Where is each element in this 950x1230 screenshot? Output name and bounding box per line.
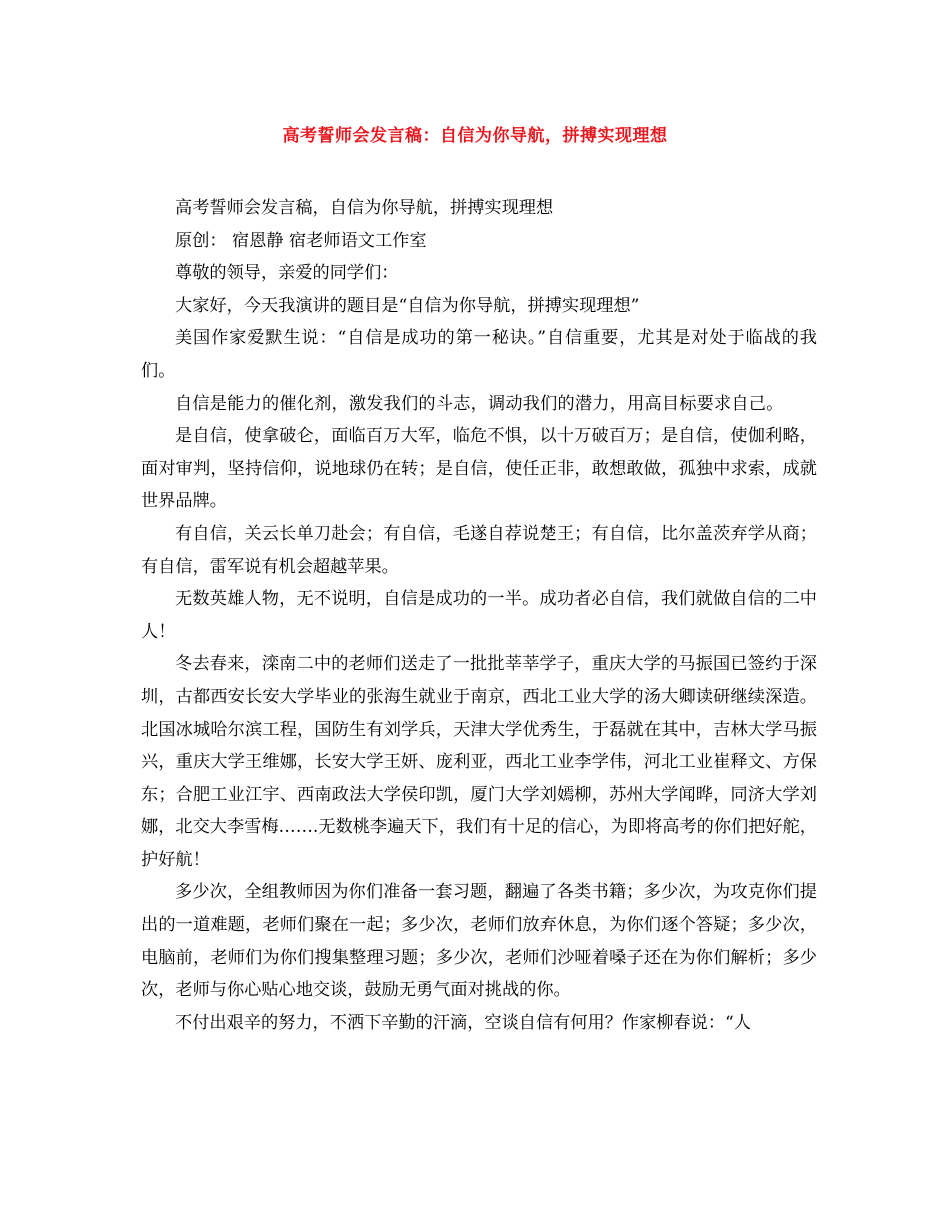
paragraph-confidence-catalyst: 自信是能力的催化剂，激发我们的斗志，调动我们的潜力，用高目标要求自己。 bbox=[175, 393, 784, 414]
paragraph-teachers: 多少次，全组教师因为你们准备一套习题，翻遍了各类书籍；多少次，为攻克你们提出的一道难题，老师们聚在一起；多少次，老师们放弃休息，为你们逐个答疑；多少次，电脑前，老师们为你们搜集整理习题；多少次，老师们沙哑着嗓子还在为你们解析；多少次，老师与你心贴心地交谈，鼓励无勇气面对挑战的你。 bbox=[141, 882, 817, 1001]
paragraph-confidence-examples: 是自信，使拿破仑，面临百万大军，临危不惧，以十万破百万；是自信，使伽利略，面对审判，坚持信仰，说地球仍在转；是自信，使任正非，敢想敢做，孤独中求索，成就世界品牌。 bbox=[141, 426, 817, 512]
paragraph-effort: 不付出艰辛的努力，不洒下辛勤的汗滴，空谈自信有何用？作家柳春说：“人 bbox=[175, 1012, 751, 1033]
document-body bbox=[141, 192, 817, 1039]
paragraph-subtitle: 高考誓师会发言稿，自信为你导航，拼搏实现理想 bbox=[175, 198, 554, 218]
paragraph-emerson-quote: 美国作家爱默生说：“自信是成功的第一秘诀。”自信重要，尤其是对处于临战的我们。 bbox=[141, 328, 817, 381]
paragraph-with-confidence: 有自信，关云长单刀赴会；有自信，毛遂自荐说楚王；有自信，比尔盖茨弃学从商；有自信，雷军说有机会超越苹果。 bbox=[141, 523, 817, 577]
paragraph-salutation: 尊敬的领导，亲爱的同学们： bbox=[175, 263, 399, 284]
document-title: 高考誓师会发言稿：自信为你导航，拼搏实现理想 bbox=[282, 126, 668, 146]
paragraph-heroes: 无数英雄人物，无不说明，自信是成功的一半。成功者必自信，我们就做自信的二中人！ bbox=[141, 589, 817, 642]
paragraph-greeting: 大家好，今天我演讲的题目是“自信为你导航，拼搏实现理想” bbox=[175, 295, 640, 316]
paragraph-author: 原创： 宿恩静 宿老师语文工作室 bbox=[175, 230, 427, 251]
paragraph-alumni: 冬去春来，滦南二中的老师们送走了一批批莘莘学子，重庆大学的马振国已签约于深圳，古都西安长安大学毕业的张海生就业于南京，西北工业大学的汤大卿读研继续深造。北国冰城哈尔滨工程，国防生有刘学兵，天津大学优秀生，于磊就在其中，吉林大学马振兴，重庆大学王维娜，长安大学王妍、庞利亚，西北工业李学伟，河北工业崔释文、方保东；合肥工业江宇、西南政法大学侯印凯，厦门大学刘嫣柳，苏州大学闻晔，同济大学刘娜，北交大李雪梅…….无数桃李遍天下，我们有十足的信心，为即将高考的你们把好舵，护好航！ bbox=[141, 654, 817, 870]
